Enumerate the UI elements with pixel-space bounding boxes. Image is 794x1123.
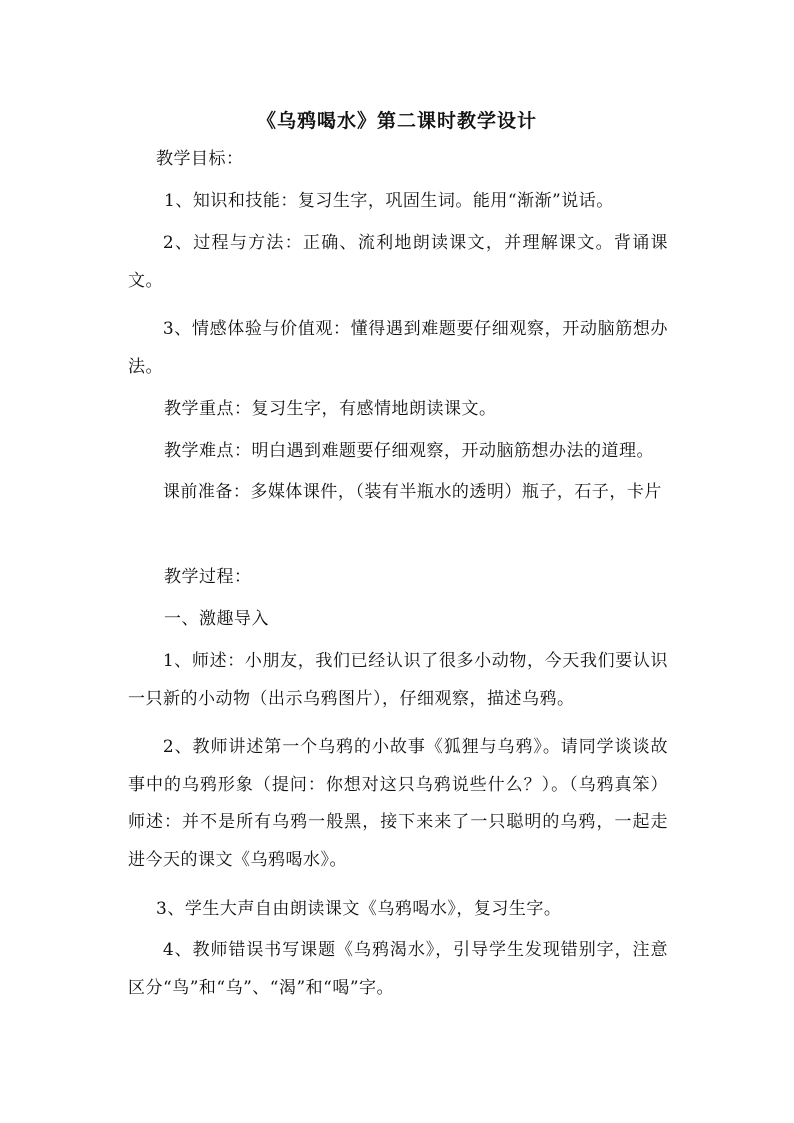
key-point: 教学重点：复习生字，有感情地朗读课文。 (164, 399, 497, 419)
step-1: 1、师述：小朋友，我们已经认识了很多小动物，今天我们要认识一只新的小动物（出示乌鸦图片），仔细观察，描述乌鸦。 (128, 651, 668, 709)
step-2: 2、教师讲述第一个乌鸦的小故事《狐狸与乌鸦》。请同学谈谈故事中的乌鸦形象（提问：你想对这只乌鸦说些什么？）。（乌鸦真笨）师述：并不是所有乌鸦一般黑，接下来来了一只聪明的乌鸦，一起走进今天的课文《乌鸦喝水》。 (128, 737, 668, 870)
goals-heading: 教学目标： (156, 149, 244, 169)
document-title: 《乌鸦喝水》第二课时教学设计 (256, 110, 537, 132)
difficulty: 教学难点：明白遇到难题要仔细观察，开动脑筋想办法的道理。 (164, 441, 654, 461)
process-heading: 教学过程： (164, 567, 252, 587)
goal-1: 1、知识和技能：复习生字，巩固生词。能用“渐渐”说话。 (164, 191, 614, 211)
goal-2: 2、过程与方法：正确、流利地朗读课文，并理解课文。背诵课文。 (128, 233, 668, 291)
preparation: 课前准备：多媒体课件，（装有半瓶水的透明）瓶子，石子，卡片 (162, 482, 662, 502)
section-one-heading: 一、激趣导入 (164, 609, 269, 629)
step-3: 3、学生大声自由朗读课文《乌鸦喝水》，复习生字。 (156, 899, 562, 919)
step-4: 4、教师错误书写课题《乌鸦渴水》，引导学生发现错别字，注意区分“鸟”和“乌”、“渴”和“喝”字。 (128, 940, 668, 998)
goal-3: 3、情感体验与价值观：懂得遇到难题要仔细观察，开动脑筋想办法。 (128, 319, 668, 377)
